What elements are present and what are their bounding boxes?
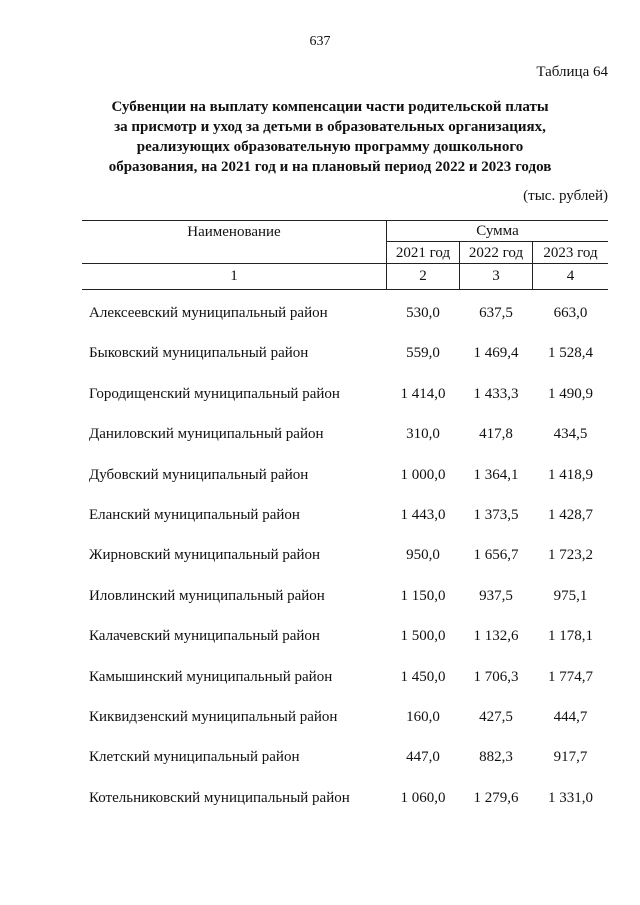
row-value-2023: 917,7	[553, 749, 588, 766]
row-value-2023: 1 723,2	[548, 547, 593, 564]
row-value-2022: 637,5	[479, 305, 513, 321]
row-value-2023: 1 418,9	[548, 466, 593, 483]
header-year-2021: 2021 год	[387, 242, 460, 263]
table-header	[82, 220, 608, 290]
table-body	[82, 293, 608, 818]
column-number: 1	[82, 264, 387, 289]
row-value-2021: 1 000,0	[400, 466, 446, 483]
row-name: Быковский муниципальный район	[89, 345, 309, 362]
table-row	[82, 657, 608, 697]
row-value-2022: 882,3	[479, 749, 513, 766]
row-value-2022: 417,8	[479, 426, 513, 443]
row-value-2023: 434,5	[553, 426, 588, 443]
table-label: Таблица 64	[536, 64, 608, 80]
row-value-2021: 310,0	[406, 426, 440, 443]
row-name: Дубовский муниципальный район	[89, 466, 309, 483]
row-value-2022: 1 132,6	[473, 628, 519, 645]
row-name: Клетский муниципальный район	[89, 749, 300, 766]
row-value-2021: 950,0	[406, 547, 440, 564]
row-value-2022: 1 433,3	[473, 385, 519, 402]
row-value-2022: 427,5	[479, 708, 513, 725]
row-value-2022: 1 706,3	[473, 668, 519, 685]
table-row	[82, 293, 608, 333]
row-name: Еланский муниципальный район	[89, 506, 300, 523]
row-name: Городищенский муниципальный район	[89, 385, 340, 402]
row-value-2021: 1 450,0	[400, 668, 446, 685]
title-line: Субвенции на выплату компенсации части родительской платы	[111, 99, 549, 115]
table-row	[82, 778, 608, 818]
table-row	[82, 374, 608, 414]
table-row	[82, 616, 608, 656]
row-name: Киквидзенский муниципальный район	[89, 708, 338, 725]
title-line: образования, на 2021 год и на плановый период 2022 и 2023 годов	[108, 159, 552, 175]
row-value-2023: 1 331,0	[548, 789, 593, 806]
row-value-2022: 1 373,5	[473, 506, 519, 523]
units-label: (тыс. рублей)	[523, 188, 608, 204]
document-title	[80, 97, 580, 177]
row-value-2021: 1 443,0	[400, 506, 446, 523]
row-value-2023: 444,7	[553, 708, 588, 725]
row-value-2021: 160,0	[406, 708, 440, 725]
header-name: Наименование	[82, 221, 387, 263]
row-value-2022: 1 279,6	[473, 789, 519, 806]
title-line: реализующих образовательную программу дошкольного	[136, 139, 524, 155]
page-number: 637	[309, 34, 331, 49]
row-value-2021: 1 150,0	[400, 587, 446, 604]
row-name: Даниловский муниципальный район	[89, 426, 324, 443]
column-number: 4	[566, 268, 575, 284]
row-value-2022: 1 656,7	[473, 547, 519, 564]
row-value-2023: 663,0	[553, 305, 588, 321]
table-row	[82, 495, 608, 535]
row-name: Жирновский муниципальный район	[89, 547, 321, 564]
row-value-2023: 1 178,1	[548, 628, 593, 645]
column-number: 2	[387, 264, 460, 289]
row-value-2022: 1 364,1	[473, 466, 519, 483]
row-value-2023: 1 428,7	[548, 506, 593, 523]
row-value-2023: 1 490,9	[548, 385, 593, 402]
row-value-2021: 530,0	[406, 305, 440, 321]
table-row	[82, 333, 608, 373]
row-name: Калачевский муниципальный район	[89, 628, 320, 645]
header-column-numbers	[82, 263, 608, 289]
row-value-2023: 1 528,4	[548, 345, 593, 362]
row-value-2021: 1 414,0	[400, 385, 446, 402]
table-row	[82, 737, 608, 777]
row-name: Камышинский муниципальный район	[89, 668, 333, 685]
row-value-2022: 937,5	[479, 587, 513, 604]
table-row	[82, 455, 608, 495]
header-sum: Сумма	[387, 221, 608, 242]
header-year-2022: 2022 год	[460, 242, 533, 263]
table-row	[82, 697, 608, 737]
header-year-2023: 2023 год	[543, 245, 598, 261]
row-value-2021: 447,0	[406, 749, 440, 766]
row-name: Алексеевский муниципальный район	[89, 305, 328, 321]
title-line: за присмотр и уход за детьми в образовательных организациях,	[114, 119, 546, 135]
table-row	[82, 576, 608, 616]
column-number: 3	[460, 264, 533, 289]
row-value-2021: 1 060,0	[400, 789, 446, 806]
row-value-2022: 1 469,4	[473, 345, 519, 362]
table-row	[82, 535, 608, 575]
row-name: Котельниковский муниципальный район	[89, 789, 350, 806]
row-value-2023: 975,1	[553, 587, 588, 604]
row-value-2021: 559,0	[406, 345, 440, 362]
row-value-2023: 1 774,7	[548, 668, 593, 685]
row-value-2021: 1 500,0	[400, 628, 446, 645]
row-name: Иловлинский муниципальный район	[89, 587, 325, 604]
table-row	[82, 414, 608, 454]
